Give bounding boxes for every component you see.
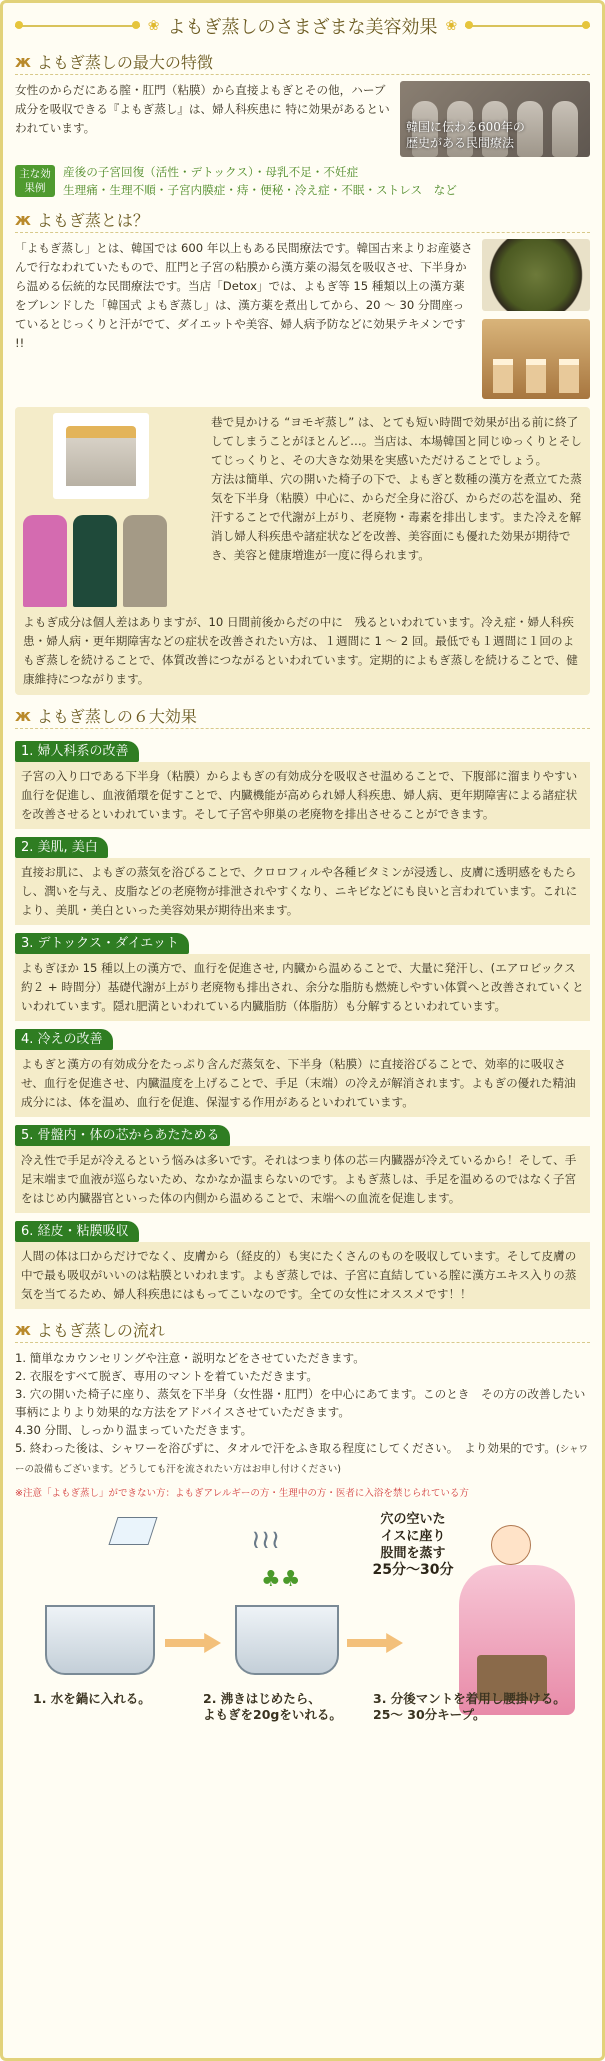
section-heading — [15, 207, 590, 233]
section-heading — [15, 703, 590, 729]
main-title — [15, 11, 590, 41]
section-heading-text: よもぎ蒸しの６大効果 — [36, 707, 197, 726]
flow-step — [15, 1439, 590, 1479]
step-caption-line: 2. 沸きはじめたら、 — [203, 1691, 321, 1706]
step-caption — [203, 1691, 342, 1723]
leaf-icon: ж — [15, 52, 31, 71]
flower-icon: ❀ — [147, 18, 160, 34]
method-text: 巷で見かける “ヨモギ蒸し” は、とても短い時間で効果が出る前に終了してしまうことがほとんど…。当店は、本場韓国と同じゆっくりとそしてじっくりと、その大きな効果を実感いただけることでしょう。 — [211, 415, 582, 467]
woman-head-icon — [491, 1525, 531, 1565]
step-caption-line: よもぎを20gをいれる。 — [203, 1707, 342, 1722]
flow-list — [15, 1349, 590, 1479]
feature-row — [15, 81, 590, 157]
flow-step: 1. 簡単なカウンセリングや注意・説明などをさせていただきます。 — [15, 1351, 365, 1365]
section-heading-text: よもぎ蒸しの最大の特徴 — [36, 53, 213, 72]
section-heading-text: よもぎ蒸とは？ — [36, 211, 149, 230]
effects-line: 産後の子宮回復（活性・デトックス）・母乳不足・不妊症 — [63, 165, 359, 179]
chair-photo — [53, 413, 149, 499]
photo-caption: 歴史がある民間療法 — [406, 136, 515, 150]
feature-text: 女性のからだにある膣・肛門（粘膜）から直接よもぎとその他，ハーブ成分を吸収できる『よもぎ蒸し』は、婦人科疾患に 特に効果があるといわれています。 — [15, 83, 390, 135]
bubble-line: イスに座り — [380, 1529, 446, 1544]
leaf-icon: ж — [15, 210, 31, 229]
section-heading-text: よもぎ蒸しの流れ — [36, 1321, 165, 1340]
method-text: よもぎ成分は個人差はありますが、10 日間前後からだの中に 残るといわれています。冷え症・婦人科疾患・婦人病・更年期障害などの症状を改善されたい方は、１週間に 1 ～ 2 回。最低でも１週間に１回のよもぎ蒸しを続けることで、体質改善につながるといわれています。定期的によもぎ蒸しを続けることで、健康維持につながります。 — [23, 615, 578, 686]
bubble-line: 25分〜30分 — [372, 1562, 454, 1578]
effect-body: 冷え性で手足が冷えるという悩みは多いです。それはつまり体の芯＝内臓器が冷えているから！そして、手足末端まで血液が巡らないため、なかなか温まらないのです。よもぎ蒸しは、手足を温めるのではなく子宮をはじめ内臓器官といった体の内側から温めることで、末端への血流を促進します。 — [15, 1146, 590, 1213]
method-text: 方法は簡単、穴の開いた椅子の下で、よもぎと数種の漢方を煮立てた蒸気を下半身（粘膜）中心に、からだ全身に浴び、からだの芯を温め、発汗することで代謝が上がり、老廃物・毒素を排出します。また冷えを解消し婦人科疾患や諸症状などを改善、美容面にも優れた効果が期待でき、美容と健康増進が一度に得られます。 — [211, 472, 582, 562]
arrow-icon — [165, 1633, 221, 1653]
effect-body: 子宮の入り口である下半身（粘膜）からよもぎの有効成分を吸収させ温めることで、下腹部に溜まりやすい血行を促進し、血液循環を促すことで、内臓機能が高められ婦人科疾患、婦人病、更年期障害による諸症状を改善させるといわれています。そして子宮や卵巣の老廃物を排出させることができます。 — [15, 762, 590, 829]
step-caption-line: 25〜 30分キープ。 — [373, 1707, 486, 1722]
title-ornament-left — [15, 25, 140, 27]
effect-body: よもぎと漢方の有効成分をたっぷり含んだ蒸気を、下半身（粘膜）に直接浴びることで、効率的に吸収させ、血行を促進させ、内臓温度を上げることで、手足（末端）の冷えが解消されます。よもぎの優れた精油成分には、体を温め、血行を促進、保湿する作用があるといわれています。 — [15, 1050, 590, 1117]
caution-note: ※注意「よもぎ蒸し」ができない方：よもぎアレルギーの方・生理中の方・医者に入浴を禁じられている方 — [15, 1488, 469, 1499]
speech-bubble — [353, 1511, 473, 1579]
flow-step: 3. 穴の開いた椅子に座り、蒸気を下半身（女性器・肛門）を中心にあてます。このとき その方の改善したい事柄によりより効果的な方法をアドバイスさせていただきます。 — [15, 1387, 586, 1419]
effects-row — [15, 163, 590, 199]
yomogi-leaf-icon: ♣♣ — [261, 1567, 301, 1592]
page-title: よもぎ蒸しのさまざまな美容効果 — [167, 17, 438, 38]
flow-step-note: (シャワーの設備もございます。どうしても汗を流されたい方はお申し付けください) — [15, 1444, 589, 1475]
about-photos — [482, 239, 590, 399]
bubble-line: 穴の空いた — [380, 1512, 446, 1527]
about-text: 「よもぎ蒸し」とは、韓国では 600 年以上もある民間療法です。韓国古来よりお産婆さんで行なわれていたもので、肛門と子宮の粘膜から漢方薬の湯気を吸収させ、下半身から温める伝統的な民間療法です。当店「Detox」では、よもぎ等 15 種類以上の漢方薬をブレンドした「韓国式 よもぎ蒸し」は、漢方薬を煮出してから、20 ～ 30 分間座っているとじっくりと汗がでて、ダイエットや美容、婦人病予防などに効果テキメンです !! — [15, 241, 473, 350]
effects-line: 生理痛・生理不順・子宮内膜症・痔・便秘・冷え症・不眠・ストレス など — [63, 183, 457, 197]
bubble-line: 股間を蒸す — [380, 1546, 446, 1561]
arrow-icon — [347, 1633, 403, 1653]
water-bag-icon — [108, 1517, 157, 1545]
effect-label: 6. 経皮・粘膜吸収 — [15, 1221, 139, 1242]
flow-step-text: 5. 終わった後は、シャワーを浴びずに、タオルで汗をふき取る程度にしてください。 より効果的です。 — [15, 1441, 556, 1455]
effect-label: 2. 美肌, 美白 — [15, 837, 108, 858]
hanbok-photo — [400, 81, 590, 157]
effect-label: 3. デトックス・ダイエット — [15, 933, 189, 954]
effect-body: よもぎほか 15 種以上の漢方で、血行を促進させ, 内臓から温めることで、大量に発汗し、(エアロビックス約２ + 時間分）基礎代謝が上がり老廃物も排出され、余分な脂肪も燃焼しやすい体質へと改善されていくといわれています。隠れ肥満といわれている内臓脂肪（体脂肪）も分解するといわれています。 — [15, 954, 590, 1021]
section-heading — [15, 1317, 590, 1343]
step-caption-line: 3. 分後マントを着用し腰掛ける。 — [373, 1691, 566, 1706]
flow-illustration — [15, 1505, 590, 1745]
step-caption — [373, 1691, 566, 1723]
pot-icon — [45, 1605, 155, 1675]
method-block — [15, 407, 590, 695]
effects-six — [15, 735, 590, 1309]
about-row — [15, 239, 590, 399]
flow-step: 4.30 分間、しっかり温まっていただきます。 — [15, 1423, 253, 1437]
photo-caption: 韓国に伝わる600年の — [406, 120, 525, 134]
effects-tag: 主な効果例 — [15, 165, 55, 197]
step-caption: 1. 水を鍋に入れる。 — [33, 1691, 151, 1706]
effect-body: 人間の体は口からだけでなく、皮膚から（経皮的）も実にたくさんのものを吸収しています。そして皮膚の中で最も吸収がいいのは粘膜といわれます。よもぎ蒸しでは、子宮に直結している膣に漢方エキス入りの蒸気を当てるため、婦人科疾患にはもってこいなのです。全ての女性にオススメです！！ — [15, 1242, 590, 1309]
herbs-photo — [482, 239, 590, 311]
flower-icon: ❀ — [445, 18, 458, 34]
capes-photo — [23, 507, 183, 607]
effect-body: 直接お肌に、よもぎの蒸気を浴びることで、クロロフィルや各種ビタミンが浸透し、皮膚に透明感をもたらし、潤いを与え、皮脂などの老廃物が排泄されやすくなり、ニキビなどにも良いと言われています。これにより、美肌・美白といった美容効果が期待出来ます。 — [15, 858, 590, 925]
section-heading — [15, 49, 590, 75]
effect-label: 1. 婦人科系の改善 — [15, 741, 139, 762]
effect-label: 4. 冷えの改善 — [15, 1029, 113, 1050]
effect-label: 5. 骨盤内・体の芯からあたためる — [15, 1125, 230, 1146]
title-ornament-right — [465, 25, 590, 27]
flow-step: 2. 衣服をすべて脱ぎ、専用のマントを着ていただきます。 — [15, 1369, 318, 1383]
method-photos — [23, 413, 203, 607]
leaf-icon: ж — [15, 706, 31, 725]
stools-photo — [482, 319, 590, 399]
pot-icon — [235, 1605, 339, 1675]
leaf-icon: ж — [15, 1320, 31, 1339]
effects-list — [63, 163, 457, 199]
steam-icon: ≀≀≀ — [251, 1525, 281, 1555]
